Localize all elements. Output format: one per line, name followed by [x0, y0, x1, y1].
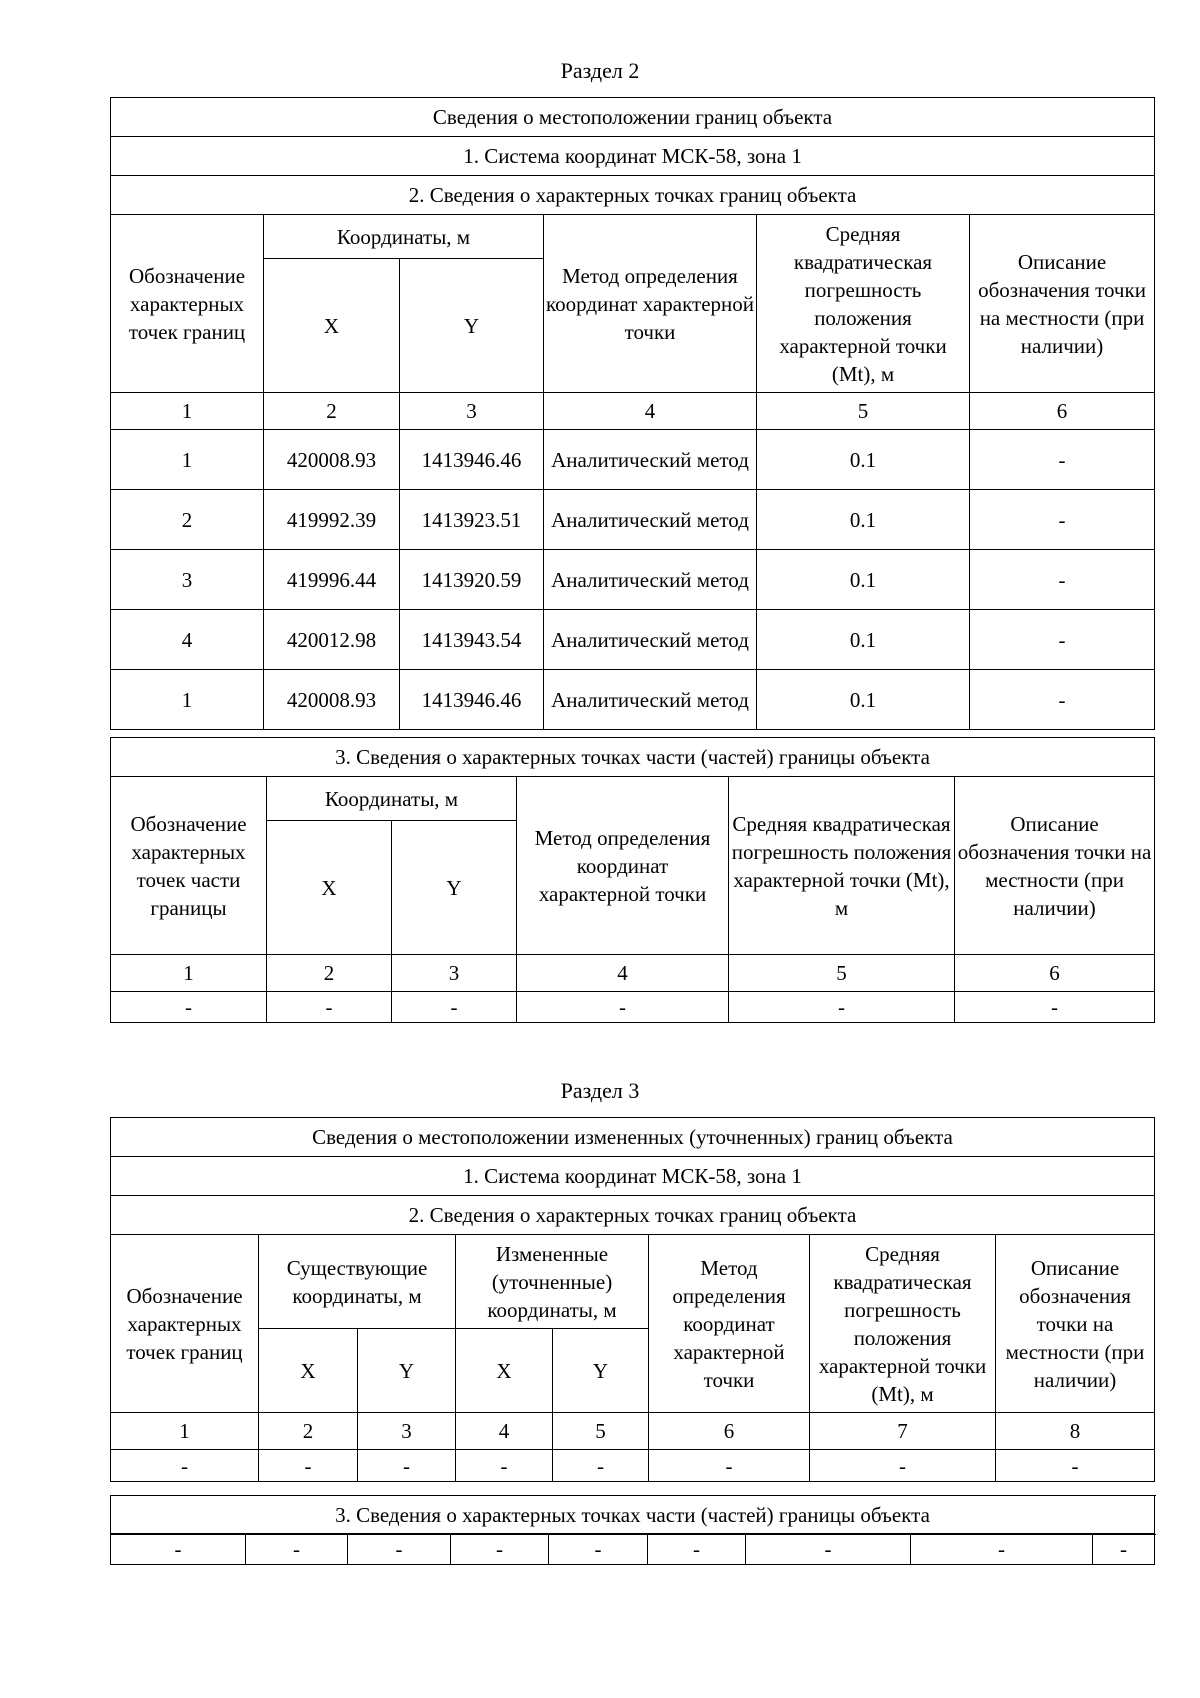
- col-number: 3: [392, 955, 517, 992]
- section2-coord-system: 1. Система координат МСК-58, зона 1: [111, 137, 1155, 176]
- empty-cell: -: [259, 1450, 358, 1482]
- table-row: [111, 550, 1155, 610]
- part-col-designation: Обозначение характерных точек части границы: [111, 777, 267, 955]
- point-x: 419992.39: [264, 490, 400, 550]
- point-x: 420012.98: [264, 610, 400, 670]
- empty-cell: -: [111, 992, 267, 1023]
- column-numbers-row: [111, 955, 1155, 992]
- col-number: 1: [111, 393, 264, 430]
- col-error: Средняя квадратическая погрешность положения характерной точки (Mt), м: [757, 215, 970, 393]
- part-col-y: Y: [392, 821, 517, 955]
- s3-col-existing: Существующие координаты, м: [259, 1235, 456, 1329]
- empty-cell: -: [348, 1534, 451, 1565]
- section3-header: Сведения о местоположении измененных (уточненных) границ объекта: [111, 1118, 1155, 1157]
- col-number: 3: [358, 1413, 456, 1450]
- point-error: 0.1: [757, 610, 970, 670]
- point-y: 1413943.54: [400, 610, 544, 670]
- empty-cell: -: [729, 992, 955, 1023]
- point-id: 1: [111, 670, 264, 730]
- section2-points-table: [110, 97, 1155, 730]
- part-col-description: Описание обозначения точки на местности (при наличии): [955, 777, 1155, 955]
- empty-cell: -: [111, 1534, 246, 1565]
- col-x: X: [264, 259, 400, 393]
- col-number: 8: [996, 1413, 1155, 1450]
- point-x: 419996.44: [264, 550, 400, 610]
- point-description: -: [970, 490, 1155, 550]
- table-row: [111, 670, 1155, 730]
- column-numbers-row: [111, 393, 1155, 430]
- table-row: [111, 430, 1155, 490]
- point-method: Аналитический метод: [544, 490, 757, 550]
- section3-points-title: 2. Сведения о характерных точках границ объекта: [111, 1196, 1155, 1235]
- col-number: 6: [970, 393, 1155, 430]
- point-description: -: [970, 550, 1155, 610]
- empty-cell: -: [456, 1450, 553, 1482]
- empty-cell: -: [267, 992, 392, 1023]
- col-number: 5: [729, 955, 955, 992]
- empty-cell: -: [1093, 1534, 1155, 1565]
- empty-cell: -: [955, 992, 1155, 1023]
- point-error: 0.1: [757, 550, 970, 610]
- s3-col-designation: Обозначение характерных точек границ: [111, 1235, 259, 1413]
- table-row: [111, 992, 1155, 1023]
- s3-col-y1: Y: [358, 1329, 456, 1413]
- col-number: 6: [649, 1413, 810, 1450]
- empty-cell: -: [111, 1450, 259, 1482]
- point-error: 0.1: [757, 430, 970, 490]
- part-col-method: Метод определения координат характерной точки: [517, 777, 729, 955]
- section2-points-title: 2. Сведения о характерных точках границ объекта: [111, 176, 1155, 215]
- col-number: 5: [553, 1413, 649, 1450]
- table-row: [111, 610, 1155, 670]
- empty-cell: -: [246, 1534, 348, 1565]
- empty-cell: -: [358, 1450, 456, 1482]
- col-coords: Координаты, м: [264, 215, 544, 259]
- point-id: 1: [111, 430, 264, 490]
- s3-col-description: Описание обозначения точки на местности (при наличии): [996, 1235, 1155, 1413]
- col-number: 2: [259, 1413, 358, 1450]
- empty-cell: -: [746, 1534, 911, 1565]
- empty-cell: -: [996, 1450, 1155, 1482]
- table-row: [111, 1534, 1155, 1565]
- s3-col-changed: Измененные (уточненные) координаты, м: [456, 1235, 649, 1329]
- point-error: 0.1: [757, 670, 970, 730]
- col-number: 4: [517, 955, 729, 992]
- empty-cell: -: [392, 992, 517, 1023]
- empty-cell: -: [553, 1450, 649, 1482]
- point-error: 0.1: [757, 490, 970, 550]
- s3-col-method: Метод определения координат характерной точки: [649, 1235, 810, 1413]
- point-y: 1413946.46: [400, 670, 544, 730]
- part-col-x: X: [267, 821, 392, 955]
- point-method: Аналитический метод: [544, 550, 757, 610]
- col-number: 2: [264, 393, 400, 430]
- empty-cell: -: [648, 1534, 746, 1565]
- col-number: 4: [456, 1413, 553, 1450]
- empty-cell: -: [451, 1534, 549, 1565]
- section2-part-title: 3. Сведения о характерных точках части (частей) границы объекта: [111, 738, 1155, 777]
- s3-col-x1: X: [259, 1329, 358, 1413]
- section2-header: Сведения о местоположении границ объекта: [111, 98, 1155, 137]
- col-number: 5: [757, 393, 970, 430]
- point-method: Аналитический метод: [544, 670, 757, 730]
- point-y: 1413923.51: [400, 490, 544, 550]
- empty-cell: -: [810, 1450, 996, 1482]
- col-number: 6: [955, 955, 1155, 992]
- empty-cell: -: [517, 992, 729, 1023]
- section3-coord-system: 1. Система координат МСК-58, зона 1: [111, 1157, 1155, 1196]
- point-id: 2: [111, 490, 264, 550]
- col-number: 7: [810, 1413, 996, 1450]
- point-description: -: [970, 670, 1155, 730]
- s3-col-error: Средняя квадратическая погрешность положения характерной точки (Mt), м: [810, 1235, 996, 1413]
- point-y: 1413946.46: [400, 430, 544, 490]
- column-numbers-row: [111, 1413, 1155, 1450]
- point-method: Аналитический метод: [544, 430, 757, 490]
- empty-cell: -: [549, 1534, 648, 1565]
- point-description: -: [970, 430, 1155, 490]
- point-description: -: [970, 610, 1155, 670]
- s3-col-x2: X: [456, 1329, 553, 1413]
- s3-col-y2: Y: [553, 1329, 649, 1413]
- section2-title: Раздел 2: [560, 58, 640, 83]
- empty-cell: -: [649, 1450, 810, 1482]
- section2-part-table: [110, 737, 1155, 1023]
- col-number: 2: [267, 955, 392, 992]
- point-x: 420008.93: [264, 430, 400, 490]
- table-row: [111, 1450, 1155, 1482]
- part-col-coords: Координаты, м: [267, 777, 517, 821]
- empty-cell: -: [911, 1534, 1093, 1565]
- col-y: Y: [400, 259, 544, 393]
- col-description: Описание обозначения точки на местности (при наличии): [970, 215, 1155, 393]
- point-y: 1413920.59: [400, 550, 544, 610]
- point-x: 420008.93: [264, 670, 400, 730]
- section3-points-table: [110, 1117, 1155, 1482]
- col-number: 1: [111, 955, 267, 992]
- section3-part-title: 3. Сведения о характерных точках части (частей) границы объекта: [111, 1496, 1155, 1535]
- col-number: 4: [544, 393, 757, 430]
- col-designation: Обозначение характерных точек границ: [111, 215, 264, 393]
- col-number: 1: [111, 1413, 259, 1450]
- section3-part-table: [110, 1495, 1155, 1535]
- section3-title: Раздел 3: [560, 1078, 640, 1103]
- point-id: 4: [111, 610, 264, 670]
- col-method: Метод определения координат характерной точки: [544, 215, 757, 393]
- table-row: [111, 490, 1155, 550]
- part-col-error: Средняя квадратическая погрешность положения характерной точки (Mt), м: [729, 777, 955, 955]
- point-method: Аналитический метод: [544, 610, 757, 670]
- col-number: 3: [400, 393, 544, 430]
- section3-part-row-table: [110, 1533, 1155, 1565]
- point-id: 3: [111, 550, 264, 610]
